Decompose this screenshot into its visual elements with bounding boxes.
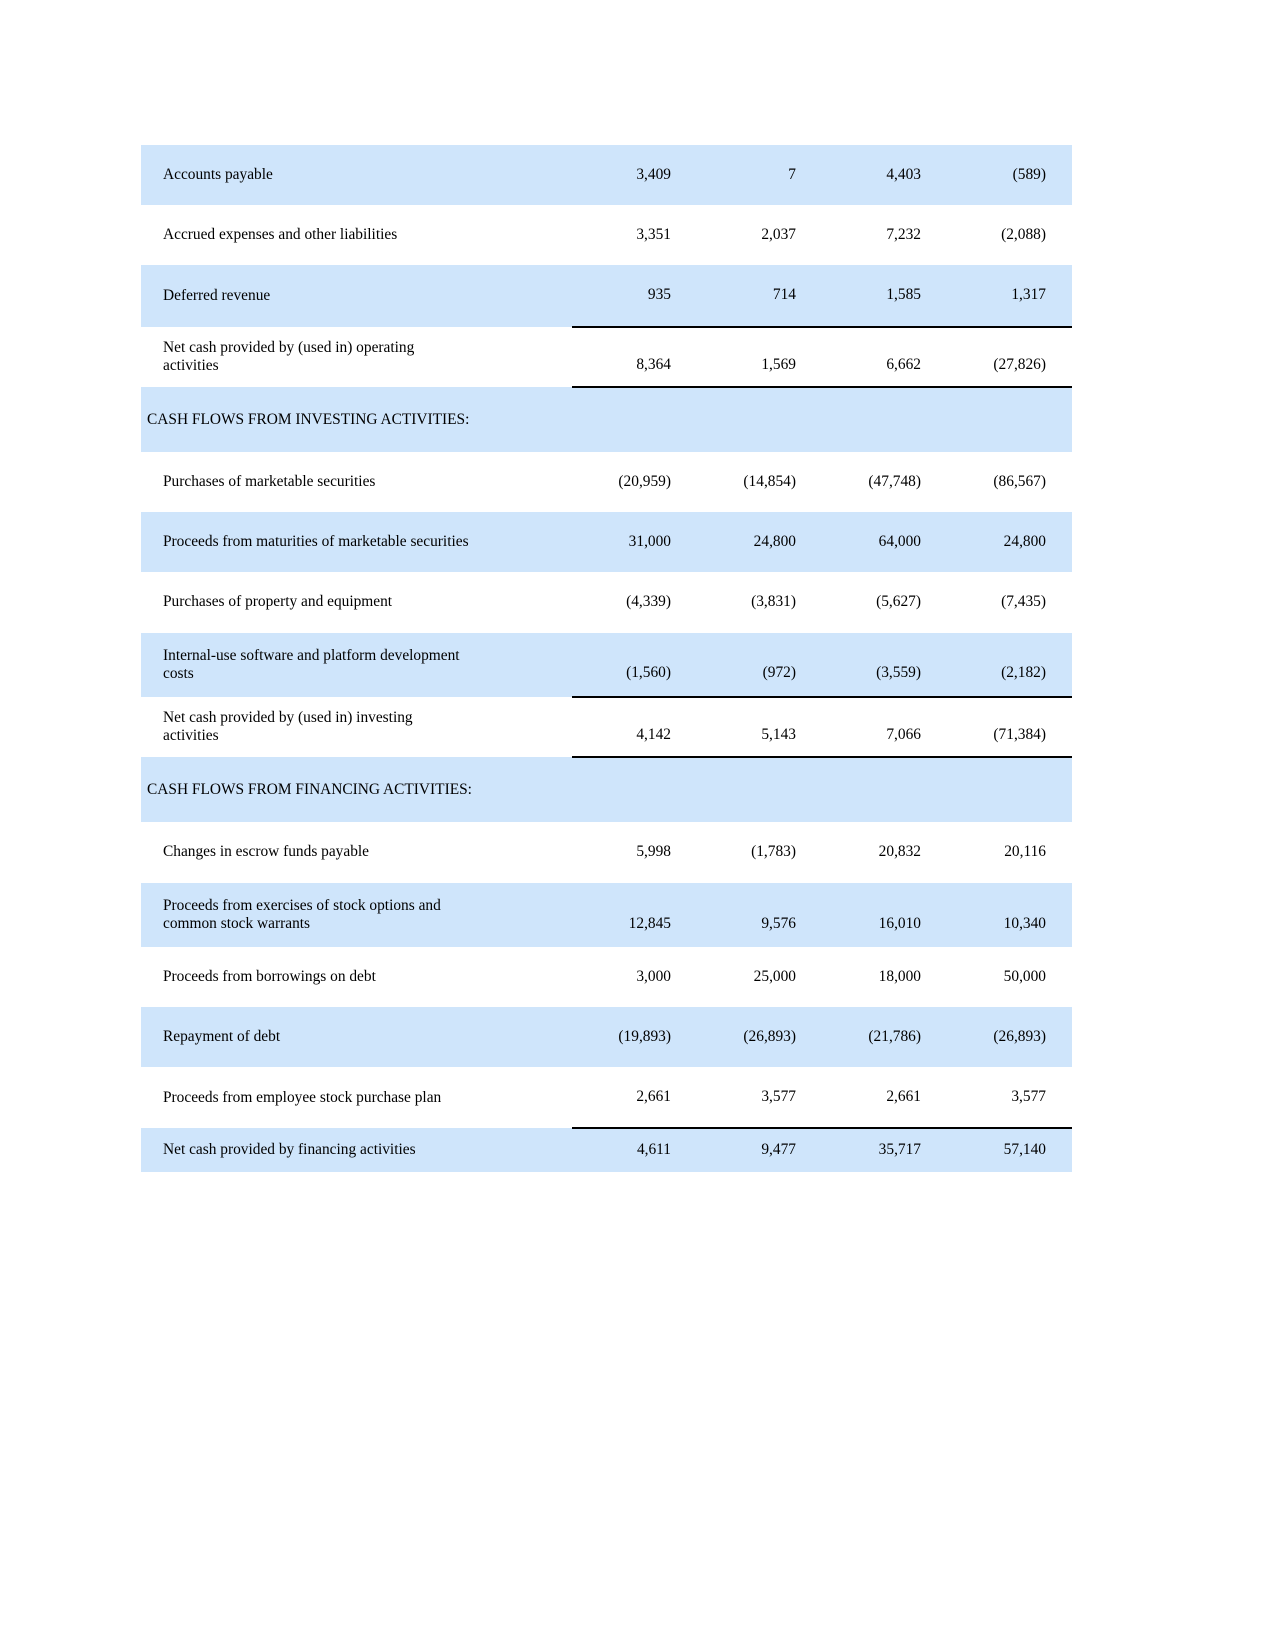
table-row bbox=[141, 757, 1072, 822]
table-row bbox=[141, 633, 1072, 697]
row-value-cell bbox=[572, 265, 697, 326]
row-value-text: 20,832 bbox=[878, 843, 921, 861]
row-value-cell bbox=[822, 883, 947, 947]
row-value-text: (4,339) bbox=[626, 593, 671, 611]
row-value-text: (5,627) bbox=[876, 593, 921, 611]
row-value-cell bbox=[947, 512, 1072, 572]
table-row bbox=[141, 1007, 1072, 1067]
row-value-cell bbox=[822, 1007, 947, 1067]
table-row bbox=[141, 205, 1072, 265]
row-value-cell bbox=[697, 452, 822, 512]
row-label bbox=[141, 265, 572, 326]
row-value-cell bbox=[572, 883, 697, 947]
row-value-cell bbox=[947, 757, 1072, 822]
row-value-text: (2,182) bbox=[1001, 663, 1046, 681]
table-row bbox=[141, 512, 1072, 572]
row-value-cell bbox=[697, 572, 822, 632]
row-value-cell bbox=[947, 387, 1072, 452]
row-value-text: 1,569 bbox=[761, 355, 796, 373]
row-value-text: 50,000 bbox=[1003, 967, 1046, 985]
row-value-text: 3,409 bbox=[636, 166, 671, 183]
table-row bbox=[141, 1128, 1072, 1171]
row-label-text: Proceeds from maturities of marketable securities bbox=[163, 533, 469, 551]
row-label-text: Net cash provided by financing activities bbox=[163, 1141, 416, 1159]
row-value-cell bbox=[822, 452, 947, 512]
row-value-cell bbox=[822, 947, 947, 1007]
row-value-text: 12,845 bbox=[628, 914, 671, 932]
row-label bbox=[141, 822, 572, 882]
row-value-text: 24,800 bbox=[1003, 533, 1046, 551]
row-value-cell bbox=[697, 387, 822, 452]
row-value-cell bbox=[697, 512, 822, 572]
row-value-text bbox=[572, 758, 671, 822]
row-value-cell bbox=[822, 265, 947, 326]
row-value-cell bbox=[822, 1067, 947, 1128]
row-value-text bbox=[697, 758, 796, 822]
table-row bbox=[141, 1067, 1072, 1128]
row-label-text: Deferred revenue bbox=[163, 287, 271, 305]
row-value-text: 7,232 bbox=[886, 226, 921, 244]
row-value-cell bbox=[822, 697, 947, 757]
row-value-cell bbox=[947, 145, 1072, 205]
row-label-text: Purchases of property and equipment bbox=[163, 593, 393, 611]
row-value-cell bbox=[697, 757, 822, 822]
row-value-text: 2,037 bbox=[761, 226, 796, 244]
row-value-text: (26,893) bbox=[993, 1028, 1046, 1046]
row-label bbox=[141, 327, 572, 387]
row-value-text: 5,143 bbox=[761, 726, 796, 744]
table-row bbox=[141, 145, 1072, 205]
table-row bbox=[141, 265, 1072, 326]
row-value-cell bbox=[947, 1128, 1072, 1171]
row-label bbox=[141, 1128, 572, 1171]
row-value-cell bbox=[572, 633, 697, 697]
row-value-text: 3,351 bbox=[636, 226, 671, 244]
row-label-text: CASH FLOWS FROM INVESTING ACTIVITIES: bbox=[147, 410, 470, 428]
row-value-text: 5,998 bbox=[636, 843, 671, 861]
row-value-text: (27,826) bbox=[993, 355, 1046, 373]
row-value-cell bbox=[572, 1007, 697, 1067]
row-value-text: (19,893) bbox=[618, 1028, 671, 1046]
row-label-text: Internal-use software and platform development costs bbox=[163, 646, 460, 682]
row-value-cell bbox=[697, 265, 822, 326]
row-value-cell bbox=[822, 145, 947, 205]
row-value-cell bbox=[572, 757, 697, 822]
row-label-text: Accounts payable bbox=[163, 166, 273, 183]
row-label bbox=[141, 697, 572, 757]
row-value-cell bbox=[947, 883, 1072, 947]
row-label bbox=[141, 205, 572, 265]
row-value-cell bbox=[572, 947, 697, 1007]
row-value-text: 10,340 bbox=[1003, 914, 1046, 932]
row-value-text: 9,576 bbox=[761, 914, 796, 932]
row-value-cell bbox=[947, 947, 1072, 1007]
row-value-text: 64,000 bbox=[878, 533, 921, 551]
row-value-cell bbox=[947, 633, 1072, 697]
row-value-text bbox=[822, 388, 921, 452]
row-label bbox=[141, 512, 572, 572]
row-value-cell bbox=[947, 1067, 1072, 1128]
row-value-cell bbox=[947, 822, 1072, 882]
row-value-cell bbox=[947, 1007, 1072, 1067]
row-value-text: (2,088) bbox=[1001, 226, 1046, 244]
row-value-cell bbox=[572, 327, 697, 387]
row-value-text: (14,854) bbox=[743, 473, 796, 491]
row-value-cell bbox=[822, 327, 947, 387]
row-value-cell bbox=[822, 512, 947, 572]
row-value-text: (86,567) bbox=[993, 473, 1046, 491]
row-label-text: Net cash provided by (used in) operating activities bbox=[163, 338, 415, 374]
row-value-cell bbox=[822, 1128, 947, 1171]
row-value-text: (20,959) bbox=[618, 473, 671, 491]
row-value-text: (972) bbox=[762, 663, 796, 681]
row-value-text: 57,140 bbox=[1003, 1141, 1046, 1159]
cash-flow-table-body bbox=[141, 145, 1072, 1172]
row-value-text bbox=[697, 388, 796, 452]
row-value-text: 1,317 bbox=[1011, 286, 1046, 304]
row-value-text bbox=[822, 758, 921, 822]
row-value-cell bbox=[572, 822, 697, 882]
row-value-text: (1,783) bbox=[751, 843, 796, 861]
row-value-text: 6,662 bbox=[886, 355, 921, 373]
row-value-cell bbox=[572, 1067, 697, 1128]
row-value-cell bbox=[822, 757, 947, 822]
row-value-text: 4,142 bbox=[636, 726, 671, 744]
table-row bbox=[141, 883, 1072, 947]
row-label-text: Purchases of marketable securities bbox=[163, 473, 376, 491]
row-label bbox=[141, 947, 572, 1007]
row-value-text: 31,000 bbox=[628, 533, 671, 551]
row-value-text: 3,000 bbox=[636, 967, 671, 985]
row-value-cell bbox=[572, 387, 697, 452]
row-value-text: 20,116 bbox=[1004, 843, 1046, 861]
table-row bbox=[141, 327, 1072, 387]
row-label-text: Accrued expenses and other liabilities bbox=[163, 226, 398, 244]
row-value-text: (589) bbox=[1012, 166, 1046, 183]
table-row bbox=[141, 387, 1072, 452]
row-value-cell bbox=[947, 697, 1072, 757]
row-label bbox=[141, 1067, 572, 1128]
row-value-text: (3,559) bbox=[876, 663, 921, 681]
row-value-text: 714 bbox=[772, 286, 796, 304]
row-value-cell bbox=[947, 572, 1072, 632]
row-value-cell bbox=[572, 1128, 697, 1171]
row-value-text: 7 bbox=[788, 166, 796, 183]
table-row bbox=[141, 572, 1072, 632]
row-value-text: 7,066 bbox=[886, 726, 921, 744]
row-value-cell bbox=[947, 205, 1072, 265]
row-value-cell bbox=[697, 1128, 822, 1171]
row-value-cell bbox=[697, 1007, 822, 1067]
row-value-text: 8,364 bbox=[636, 355, 671, 373]
row-value-cell bbox=[697, 947, 822, 1007]
row-label bbox=[141, 572, 572, 632]
row-value-cell bbox=[697, 697, 822, 757]
row-value-cell bbox=[572, 145, 697, 205]
row-value-text bbox=[947, 758, 1046, 822]
row-label-text: Repayment of debt bbox=[163, 1028, 281, 1046]
row-value-text: 2,661 bbox=[886, 1088, 921, 1106]
table-row bbox=[141, 452, 1072, 512]
row-label-text: CASH FLOWS FROM FINANCING ACTIVITIES: bbox=[147, 781, 472, 799]
row-value-text: (3,831) bbox=[751, 593, 796, 611]
row-value-text: 16,010 bbox=[878, 914, 921, 932]
row-value-text: (7,435) bbox=[1001, 593, 1046, 611]
row-value-text: 4,611 bbox=[636, 1141, 671, 1159]
row-value-cell bbox=[822, 205, 947, 265]
row-label bbox=[141, 145, 572, 205]
row-label-text: Proceeds from exercises of stock options and common stock warrants bbox=[163, 896, 441, 932]
row-label bbox=[141, 633, 572, 697]
section-header-label bbox=[141, 387, 572, 452]
section-header-label bbox=[141, 757, 572, 822]
row-value-cell bbox=[947, 265, 1072, 326]
cash-flow-table bbox=[141, 145, 1072, 1172]
row-label bbox=[141, 452, 572, 512]
row-value-cell bbox=[572, 205, 697, 265]
row-value-text: 4,403 bbox=[886, 166, 921, 183]
row-value-text: 3,577 bbox=[1011, 1088, 1046, 1106]
row-value-text bbox=[572, 388, 671, 452]
row-value-cell bbox=[697, 822, 822, 882]
row-label bbox=[141, 883, 572, 947]
row-value-cell bbox=[572, 512, 697, 572]
row-value-text: 18,000 bbox=[878, 967, 921, 985]
row-value-text: (21,786) bbox=[868, 1028, 921, 1046]
row-value-cell bbox=[822, 387, 947, 452]
row-value-text: 25,000 bbox=[753, 967, 796, 985]
row-value-cell bbox=[947, 452, 1072, 512]
row-value-text: 9,477 bbox=[761, 1141, 796, 1159]
row-value-text: 2,661 bbox=[636, 1088, 671, 1106]
row-value-cell bbox=[697, 145, 822, 205]
row-label-text: Proceeds from employee stock purchase plan bbox=[163, 1089, 442, 1107]
row-value-text: 3,577 bbox=[761, 1088, 796, 1106]
row-value-cell bbox=[697, 1067, 822, 1128]
row-value-cell bbox=[697, 633, 822, 697]
row-value-text: 935 bbox=[647, 286, 671, 304]
row-value-text: 35,717 bbox=[878, 1141, 921, 1159]
row-label bbox=[141, 1007, 572, 1067]
row-value-cell bbox=[822, 633, 947, 697]
row-value-text: (1,560) bbox=[626, 663, 671, 681]
table-row bbox=[141, 947, 1072, 1007]
row-value-cell bbox=[947, 327, 1072, 387]
row-value-text: (71,384) bbox=[993, 726, 1046, 744]
row-value-text: 24,800 bbox=[753, 533, 796, 551]
row-label-text: Proceeds from borrowings on debt bbox=[163, 967, 376, 985]
row-value-text: (26,893) bbox=[743, 1028, 796, 1046]
row-value-cell bbox=[822, 572, 947, 632]
row-value-cell bbox=[572, 452, 697, 512]
row-value-cell bbox=[697, 205, 822, 265]
row-label-text: Net cash provided by (used in) investing activities bbox=[163, 708, 413, 745]
row-value-cell bbox=[822, 822, 947, 882]
cash-flow-statement bbox=[141, 145, 1072, 1172]
row-label-text: Changes in escrow funds payable bbox=[163, 843, 370, 861]
row-value-cell bbox=[697, 327, 822, 387]
row-value-cell bbox=[697, 883, 822, 947]
row-value-text bbox=[947, 388, 1046, 452]
row-value-cell bbox=[572, 697, 697, 757]
row-value-cell bbox=[572, 572, 697, 632]
row-value-text: (47,748) bbox=[868, 473, 921, 491]
table-row bbox=[141, 697, 1072, 757]
table-row bbox=[141, 822, 1072, 882]
row-value-text: 1,585 bbox=[886, 286, 921, 304]
